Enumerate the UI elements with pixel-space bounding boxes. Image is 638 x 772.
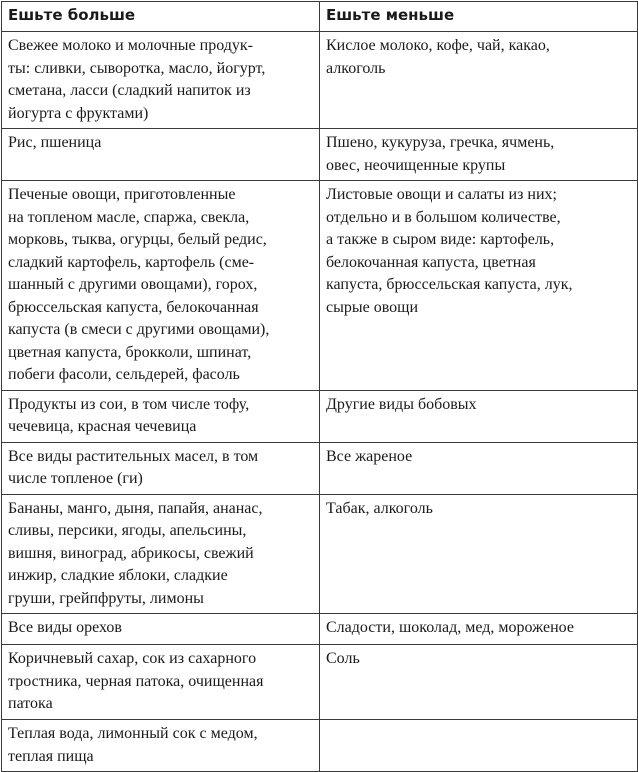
cell-eat-more: Печеные овощи, приготовленные на топленом масле, спаржа, свекла, морковь, тыква, огурцы, белый редис, сладкий картофель, картофель (сме- шанный с другими овощами), горох, брюссельская капуста, белокочанная капуста (в смеси с другими овощами), цветная капуста, брокколи, шпинат, побеги фасоли, сельдерей, фасоль xyxy=(2,181,320,391)
table-row xyxy=(2,442,638,494)
cell-eat-more: Теплая вода, лимонный сок с медом, теплая пища xyxy=(2,720,320,772)
cell-eat-less: Пшено, кукуруза, гречка, ячмень, овес, неочищенные крупы xyxy=(320,129,638,181)
table-row xyxy=(2,129,638,181)
table-row xyxy=(2,181,638,391)
header-eat-more: Ешьте больше xyxy=(2,2,320,32)
table-row xyxy=(2,614,638,645)
cell-eat-less: Другие виды бобовых xyxy=(320,390,638,442)
header-row xyxy=(2,2,638,32)
cell-eat-less: Листовые овощи и салаты из них; отдельно и в большом количестве, а также в сыром виде: картофель, белокочанная капуста, цветная капуста, брюссельская капуста, лук, сырые овощи xyxy=(320,181,638,391)
cell-eat-less: Кислое молоко, кофе, чай, какао, алкоголь xyxy=(320,32,638,129)
cell-eat-more: Все виды орехов xyxy=(2,614,320,645)
cell-eat-more: Свежее молоко и молочные продук- ты: сливки, сыворотка, масло, йогурт, сметана, ласси (сладкий напиток из йогурта с фруктами) xyxy=(2,32,320,129)
table-row xyxy=(2,494,638,614)
cell-eat-less: Все жареное xyxy=(320,442,638,494)
cell-eat-more: Коричневый сахар, сок из сахарного тростника, черная патока, очищенная патока xyxy=(2,645,320,720)
cell-eat-less xyxy=(320,720,638,772)
header-eat-less: Ешьте меньше xyxy=(320,2,638,32)
table-row xyxy=(2,390,638,442)
cell-eat-more: Бананы, манго, дыня, папайя, ананас, сливы, персики, ягоды, апельсины, вишня, виноград, абрикосы, свежий инжир, сладкие яблоки, сладкие груши, грейпфруты, лимоны xyxy=(2,494,320,614)
table-row xyxy=(2,720,638,772)
cell-eat-less: Сладости, шоколад, мед, мороженое xyxy=(320,614,638,645)
cell-eat-more: Все виды растительных масел, в том числе топленое (ги) xyxy=(2,442,320,494)
cell-eat-less: Соль xyxy=(320,645,638,720)
cell-eat-more: Продукты из сои, в том числе тофу, чечевица, красная чечевица xyxy=(2,390,320,442)
table-row xyxy=(2,32,638,129)
diet-table xyxy=(1,1,638,772)
cell-eat-less: Табак, алкоголь xyxy=(320,494,638,614)
cell-eat-more: Рис, пшеница xyxy=(2,129,320,181)
table-row xyxy=(2,645,638,720)
